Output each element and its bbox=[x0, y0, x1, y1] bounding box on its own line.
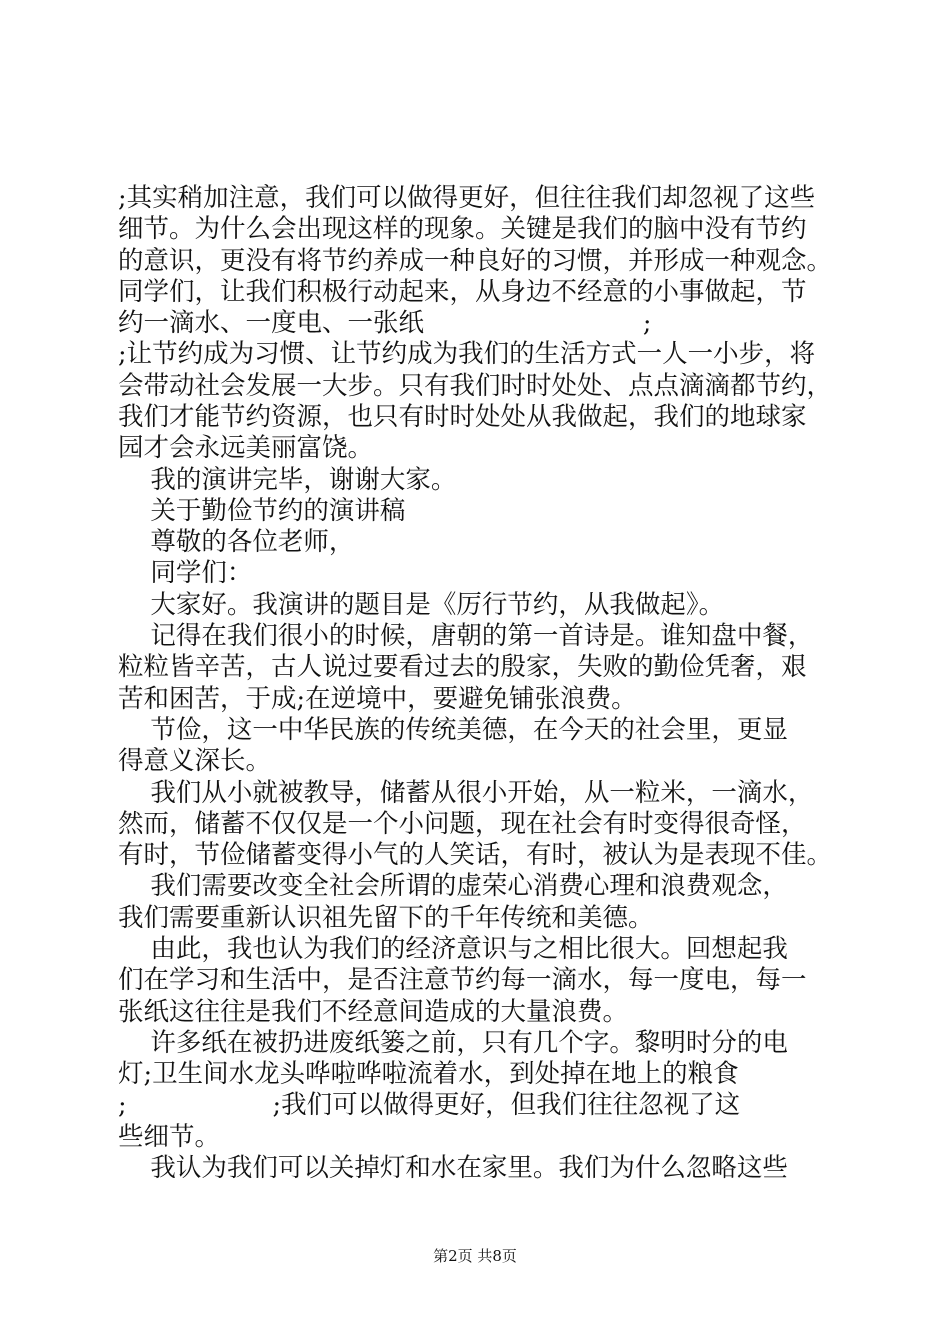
salutation-line: 尊敬的各位老师， bbox=[118, 527, 355, 557]
closing-line: 我的演讲完毕，谢谢大家。 bbox=[118, 465, 457, 495]
text-line: 灯;卫生间水龙头哗啦哗啦流着水，到处掉在地上的粮食 bbox=[118, 1059, 739, 1089]
text-line: 有时，节俭储蓄变得小气的人笑话，有时，被认为是表现不佳。 bbox=[118, 840, 833, 870]
page-footer: 第2页 共8页 bbox=[433, 1247, 517, 1265]
text-line: 细节。为什么会出现这样的现象。关键是我们的脑中没有节约 bbox=[118, 214, 807, 244]
text-line: 会带动社会发展一大步。只有我们时时处处、点点滴滴都节约， bbox=[118, 371, 833, 401]
text-line: 节俭，这一中华民族的传统美德，在今天的社会里，更显 bbox=[118, 715, 788, 745]
text-line: 们在学习和生活中，是否注意节约每一滴水，每一度电，每一 bbox=[118, 965, 807, 995]
text-line: 记得在我们很小的时候，唐朝的第一首诗是。谁知盘中餐， bbox=[118, 621, 814, 651]
text-line: 我们需要重新认识祖先留下的千年传统和美德。 bbox=[118, 903, 654, 933]
speech-title: 关于勤俭节约的演讲稿 bbox=[118, 496, 406, 526]
text-line: 张纸这往往是我们不经意间造成的大量浪费。 bbox=[118, 997, 629, 1027]
text-line: 然而，储蓄不仅仅是一个小问题，现在社会有时变得很奇怪， bbox=[118, 809, 807, 839]
text-line: 园才会永远美丽富饶。 bbox=[118, 433, 374, 463]
text-line: ;其实稍加注意，我们可以做得更好，但往往我们却忽视了这些 bbox=[118, 183, 816, 213]
text-line: 同学们，让我们积极行动起来，从身边不经意的小事做起，节 bbox=[118, 277, 807, 307]
text-line: 的意识，更没有将节约养成一种良好的习惯，并形成一种观念。 bbox=[118, 246, 833, 276]
text-line: 我们需要改变全社会所谓的虚荣心消费心理和浪费观念， bbox=[118, 871, 788, 901]
text-line: 粒粒皆辛苦，古人说过要看过去的殷家，失败的勤俭凭奢，艰 bbox=[118, 652, 807, 682]
text-line: 我们从小就被教导，储蓄从很小开始，从一粒米，一滴水， bbox=[118, 778, 814, 808]
text-line: ;让节约成为习惯、让节约成为我们的生活方式一人一小步，将 bbox=[118, 339, 816, 369]
text-line: 由此，我也认为我们的经济意识与之相比很大。回想起我 bbox=[118, 934, 788, 964]
text-line: 我认为我们可以关掉灯和水在家里。我们为什么忽略这些 bbox=[118, 1153, 788, 1183]
text-line: 我们才能节约资源，也只有时时处处从我做起，我们的地球家 bbox=[118, 402, 807, 432]
text-line: 得意义深长。 bbox=[118, 746, 272, 776]
text-line: ; ;我们可以做得更好，但我们往往忽视了这 bbox=[118, 1090, 741, 1120]
text-line: 约一滴水、一度电、一张纸 ; bbox=[118, 308, 652, 338]
text-line: 些细节。 bbox=[118, 1122, 221, 1152]
text-line: 许多纸在被扔进废纸篓之前，只有几个字。黎明时分的电 bbox=[118, 1028, 788, 1058]
text-line: 大家好。我演讲的题目是《厉行节约，从我做起》。 bbox=[118, 590, 725, 620]
salutation-line: 同学们： bbox=[118, 558, 253, 588]
text-line: 苦和困苦，于成;在逆境中，要避免铺张浪费。 bbox=[118, 684, 637, 714]
